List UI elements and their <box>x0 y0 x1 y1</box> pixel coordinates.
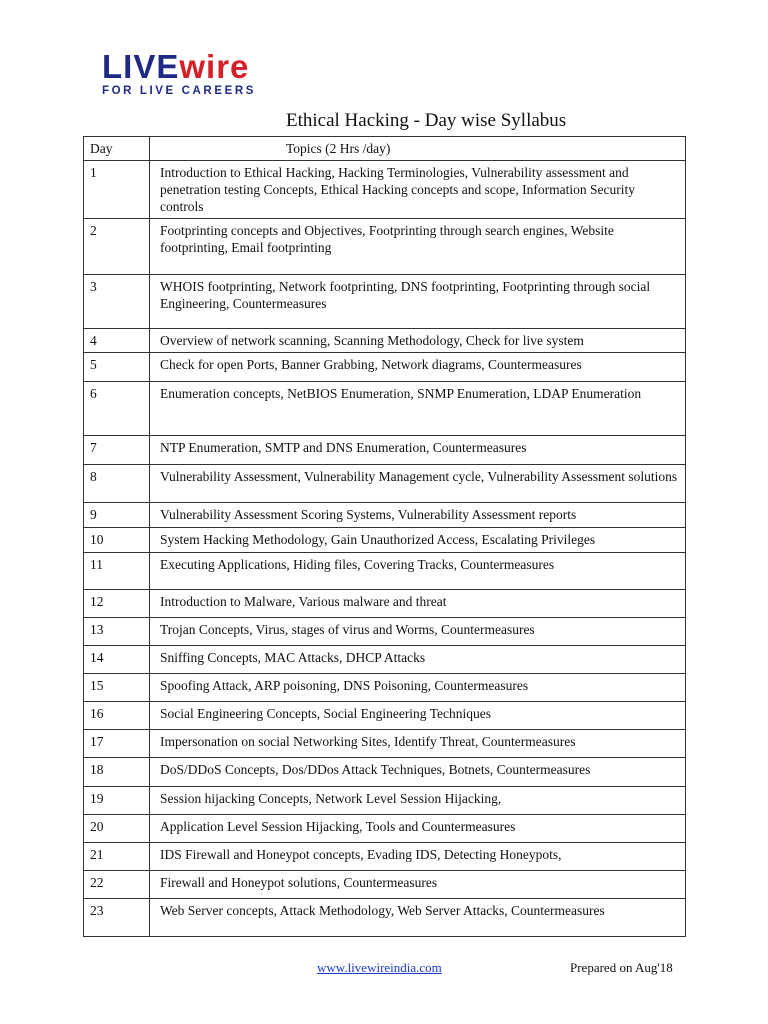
topic-cell: Sniffing Concepts, MAC Attacks, DHCP Attacks <box>150 646 686 674</box>
table-row <box>84 815 686 843</box>
table-row <box>84 161 686 219</box>
day-cell: 11 <box>84 553 150 590</box>
topic-cell: Introduction to Malware, Various malware and threat <box>150 590 686 618</box>
topic-cell: Web Server concepts, Attack Methodology, Web Server Attacks, Countermeasures <box>150 899 686 937</box>
brand-tagline: FOR LIVE CAREERS <box>102 85 257 97</box>
day-cell: 23 <box>84 899 150 937</box>
brand-live: LIVE <box>102 48 180 85</box>
table-row <box>84 843 686 871</box>
topic-cell: DoS/DDoS Concepts, Dos/DDos Attack Techniques, Botnets, Countermeasures <box>150 758 686 787</box>
topic-cell: Spoofing Attack, ARP poisoning, DNS Poisoning, Countermeasures <box>150 674 686 702</box>
day-cell: 3 <box>84 275 150 329</box>
header-topics-label: Topics (2 Hrs /day) <box>286 141 391 156</box>
day-cell: 2 <box>84 219 150 275</box>
table-row <box>84 465 686 503</box>
topic-cell: System Hacking Methodology, Gain Unauthorized Access, Escalating Privileges <box>150 528 686 553</box>
table-header-row <box>84 137 686 161</box>
day-cell: 12 <box>84 590 150 618</box>
day-cell: 5 <box>84 353 150 382</box>
topic-cell: Check for open Ports, Banner Grabbing, Network diagrams, Countermeasures <box>150 353 686 382</box>
day-cell: 14 <box>84 646 150 674</box>
website-link[interactable]: www.livewireindia.com <box>317 960 442 975</box>
day-cell: 22 <box>84 871 150 899</box>
topic-cell: Vulnerability Assessment Scoring Systems, Vulnerability Assessment reports <box>150 503 686 528</box>
day-cell: 17 <box>84 730 150 758</box>
table-row <box>84 787 686 815</box>
day-cell: 6 <box>84 382 150 436</box>
table-row <box>84 329 686 353</box>
day-cell: 4 <box>84 329 150 353</box>
table-row <box>84 382 686 436</box>
day-cell: 18 <box>84 758 150 787</box>
table-row <box>84 503 686 528</box>
topic-cell: Firewall and Honeypot solutions, Countermeasures <box>150 871 686 899</box>
table-row <box>84 553 686 590</box>
day-cell: 16 <box>84 702 150 730</box>
day-cell: 10 <box>84 528 150 553</box>
table-row <box>84 899 686 937</box>
day-cell: 7 <box>84 436 150 465</box>
topic-cell: Footprinting concepts and Objectives, Footprinting through search engines, Website footprinting, Email footprinting <box>150 219 686 275</box>
table-row <box>84 674 686 702</box>
header-topics <box>150 137 686 161</box>
topic-cell: Session hijacking Concepts, Network Level Session Hijacking, <box>150 787 686 815</box>
topic-cell: NTP Enumeration, SMTP and DNS Enumeration, Countermeasures <box>150 436 686 465</box>
table-row <box>84 353 686 382</box>
brand-wire: wire <box>179 48 250 85</box>
topic-cell: Vulnerability Assessment, Vulnerability Management cycle, Vulnerability Assessment solutions <box>150 465 686 503</box>
topic-cell: Enumeration concepts, NetBIOS Enumeration, SNMP Enumeration, LDAP Enumeration <box>150 382 686 436</box>
day-cell: 8 <box>84 465 150 503</box>
day-cell: 9 <box>84 503 150 528</box>
prepared-date: Prepared on Aug'18 <box>570 960 673 975</box>
table-row <box>84 590 686 618</box>
topic-cell: Introduction to Ethical Hacking, Hacking Terminologies, Vulnerability assessment and penetration testing Concepts, Ethical Hacking concepts and scope, Information Security controls <box>150 161 686 219</box>
brand-logo <box>102 50 256 97</box>
table-row <box>84 871 686 899</box>
table-row <box>84 528 686 553</box>
topic-cell: Executing Applications, Hiding files, Covering Tracks, Countermeasures <box>150 553 686 590</box>
topic-cell: Trojan Concepts, Virus, stages of virus and Worms, Countermeasures <box>150 618 686 646</box>
syllabus-table <box>83 136 686 937</box>
table-row <box>84 702 686 730</box>
brand-wordmark <box>102 50 256 84</box>
day-cell: 21 <box>84 843 150 871</box>
day-cell: 13 <box>84 618 150 646</box>
table-row <box>84 219 686 275</box>
table-row <box>84 730 686 758</box>
table-row <box>84 436 686 465</box>
day-cell: 15 <box>84 674 150 702</box>
table-row <box>84 618 686 646</box>
table-row <box>84 646 686 674</box>
day-cell: 20 <box>84 815 150 843</box>
day-cell: 1 <box>84 161 150 219</box>
table-row <box>84 758 686 787</box>
topic-cell: WHOIS footprinting, Network footprinting, DNS footprinting, Footprinting through social Engineering, Countermeasures <box>150 275 686 329</box>
topic-cell: Social Engineering Concepts, Social Engineering Techniques <box>150 702 686 730</box>
page-title: Ethical Hacking - Day wise Syllabus <box>286 110 567 131</box>
topic-cell: Impersonation on social Networking Sites, Identify Threat, Countermeasures <box>150 730 686 758</box>
table-row <box>84 275 686 329</box>
day-cell: 19 <box>84 787 150 815</box>
header-day: Day <box>84 137 150 161</box>
topic-cell: Application Level Session Hijacking, Tools and Countermeasures <box>150 815 686 843</box>
topic-cell: Overview of network scanning, Scanning Methodology, Check for live system <box>150 329 686 353</box>
topic-cell: IDS Firewall and Honeypot concepts, Evading IDS, Detecting Honeypots, <box>150 843 686 871</box>
